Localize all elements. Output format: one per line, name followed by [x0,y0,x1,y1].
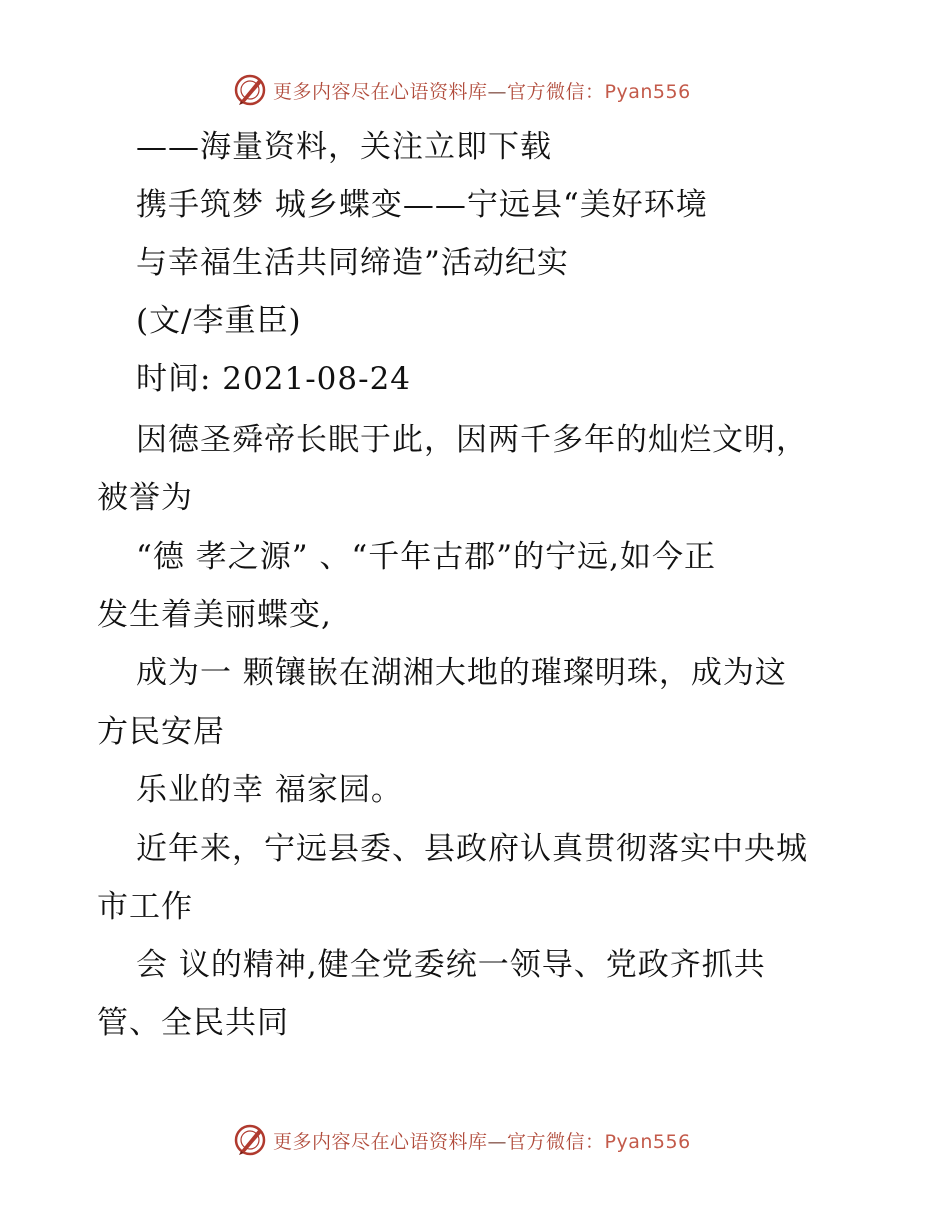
watermark-footer [233,1122,691,1158]
watermark-separator: — [487,1130,508,1153]
doc-paragraph-line: 发生着美丽蝶变, [97,597,332,633]
doc-paragraph-line: 方民安居 [97,714,225,750]
watermark-wechat-label: 官方微信： [507,1130,605,1153]
doc-paragraph-line: 被誉为 [97,480,193,516]
watermark-text [273,77,691,104]
doc-title-line-1: 携手筑梦 城乡蝶变——宁远县“美好环境 [136,187,708,223]
doc-paragraph-line: 乐业的幸 福家园。 [136,772,403,808]
watermark-wechat-id: Pyan556 [604,80,691,103]
pen-logo-icon [233,73,267,107]
doc-paragraph-line: 管、全民共同 [97,1005,289,1041]
watermark-site-name: 更多内容尽在心语资料库 [273,1130,488,1153]
watermark-separator: — [487,80,508,103]
doc-date: 时间: 2021-08-24 [136,361,412,397]
watermark-header [233,72,691,108]
doc-paragraph-line: “德 孝之源” 、“千年古郡”的宁远,如今正 [136,539,716,575]
doc-paragraph-line: 成为一 颗镶嵌在湖湘大地的璀璨明珠，成为这 [136,655,787,691]
watermark-site-name: 更多内容尽在心语资料库 [273,80,488,103]
watermark-text [273,1127,691,1154]
doc-paragraph-line: 近年来，宁远县委、县政府认真贯彻落实中央城 [136,831,808,867]
doc-paragraph-line: 市工作 [97,889,193,925]
doc-paragraph-line: 因德圣舜帝长眠于此，因两千多年的灿烂文明， [136,422,808,458]
pen-logo-icon [233,1123,267,1157]
watermark-wechat-label: 官方微信： [507,80,605,103]
doc-author: (文/李重臣) [136,303,302,339]
doc-line: ——海量资料，关注立即下载 [136,129,552,165]
watermark-wechat-id: Pyan556 [604,1130,691,1153]
doc-paragraph-line: 会 议的精神,健全党委统一领导、党政齐抓共 [136,947,766,983]
doc-title-line-2: 与幸福生活共同缔造”活动纪实 [136,245,569,281]
